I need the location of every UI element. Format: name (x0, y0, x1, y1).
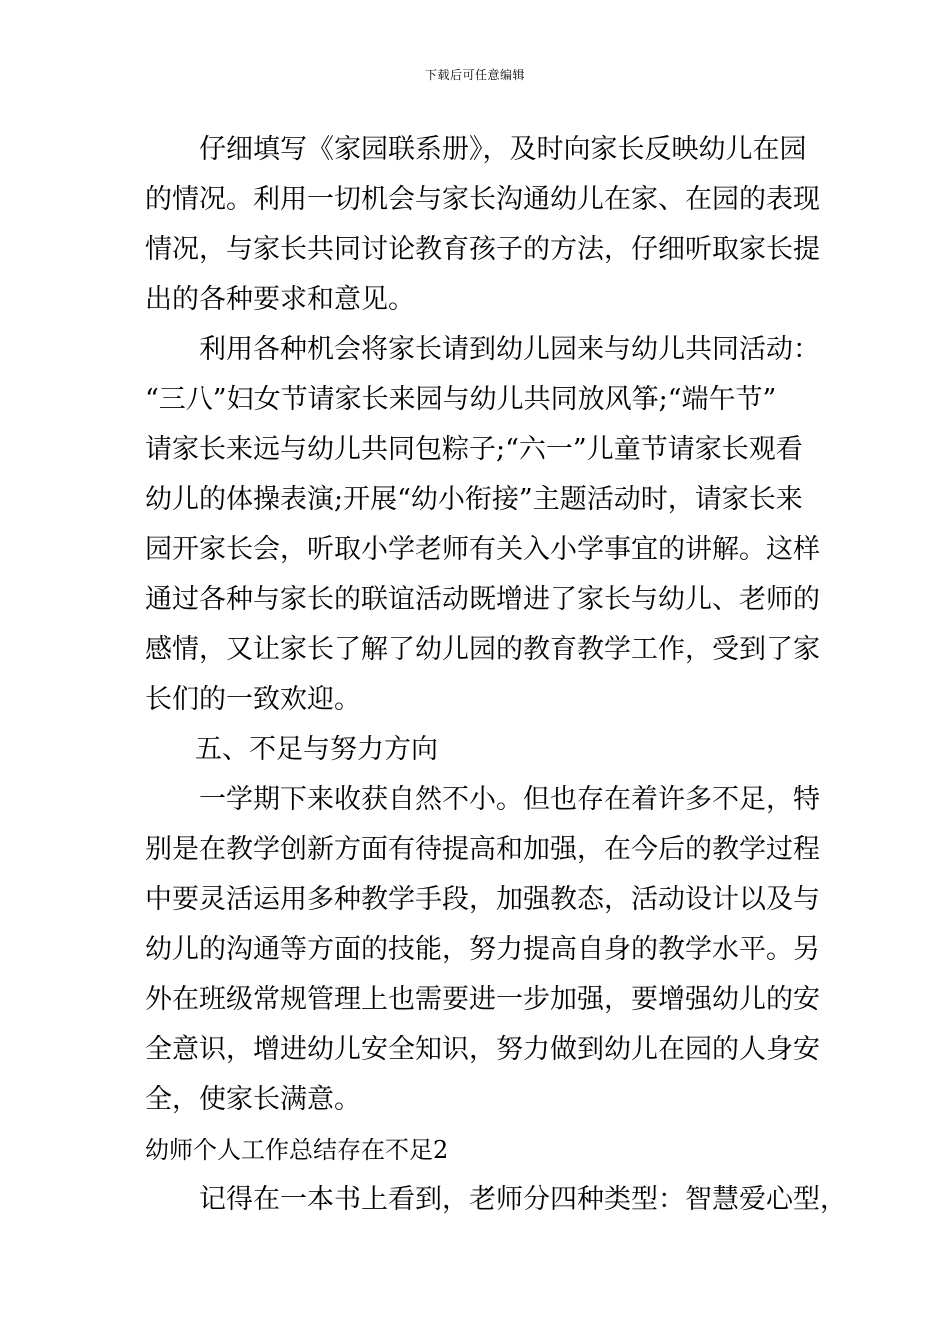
text-line: 感情，又让家长了解了幼儿园的教育教学工作，受到了家 (145, 634, 820, 665)
text-line: 利用各种机会将家长请到幼儿园来与幼儿共同活动： (172, 334, 820, 365)
text-line: “三八”妇女节请家长来园与幼儿共同放风筝;“端午节” (145, 384, 777, 415)
header-note: 下载后可任意编辑 (424, 68, 525, 82)
text-line: 仔细填写《家园联系册》，及时向家长反映幼儿在园 (172, 134, 807, 165)
text-line: 别是在教学创新方面有待提高和加强，在今后的教学过程 (145, 834, 820, 865)
text-line: 长们的一致欢迎。 (145, 684, 361, 715)
text-line: 幼儿的沟通等方面的技能，努力提高自身的教学水平。另 (145, 934, 820, 965)
section-heading: 五、不足与努力方向 (168, 734, 438, 765)
text-line: 一学期下来收获自然不小。但也存在着许多不足，特 (172, 784, 820, 815)
text-line: 请家长来远与幼儿共同包粽子;“六一”儿童节请家长观看 (145, 434, 803, 465)
text-line: 通过各种与家长的联谊活动既增进了家长与幼儿、老师的 (145, 584, 820, 615)
text-line: 幼儿的体操表演;开展“幼小衔接”主题活动时，请家长来 (145, 484, 803, 515)
text-line: 出的各种要求和意见。 (145, 284, 415, 315)
article-title: 幼师个人工作总结存在不足2 (145, 1136, 449, 1164)
text-line: 外在班级常规管理上也需要进一步加强，要增强幼儿的安 (145, 984, 820, 1015)
text-line: 全，使家长满意。 (145, 1084, 361, 1115)
text-line: 园开家长会，听取小学老师有关入小学事宜的讲解。这样 (145, 534, 820, 565)
text-line: 情况，与家长共同讨论教育孩子的方法，仔细听取家长提 (145, 234, 820, 265)
text-line: 的情况。利用一切机会与家长沟通幼儿在家、在园的表现 (145, 184, 820, 215)
text-line: 全意识，增进幼儿安全知识，努力做到幼儿在园的人身安 (145, 1034, 820, 1065)
text-line: 中要灵活运用多种教学手段，加强教态，活动设计以及与 (145, 884, 820, 915)
text-line: 记得在一本书上看到，老师分四种类型：智慧爱心型， (172, 1184, 847, 1215)
